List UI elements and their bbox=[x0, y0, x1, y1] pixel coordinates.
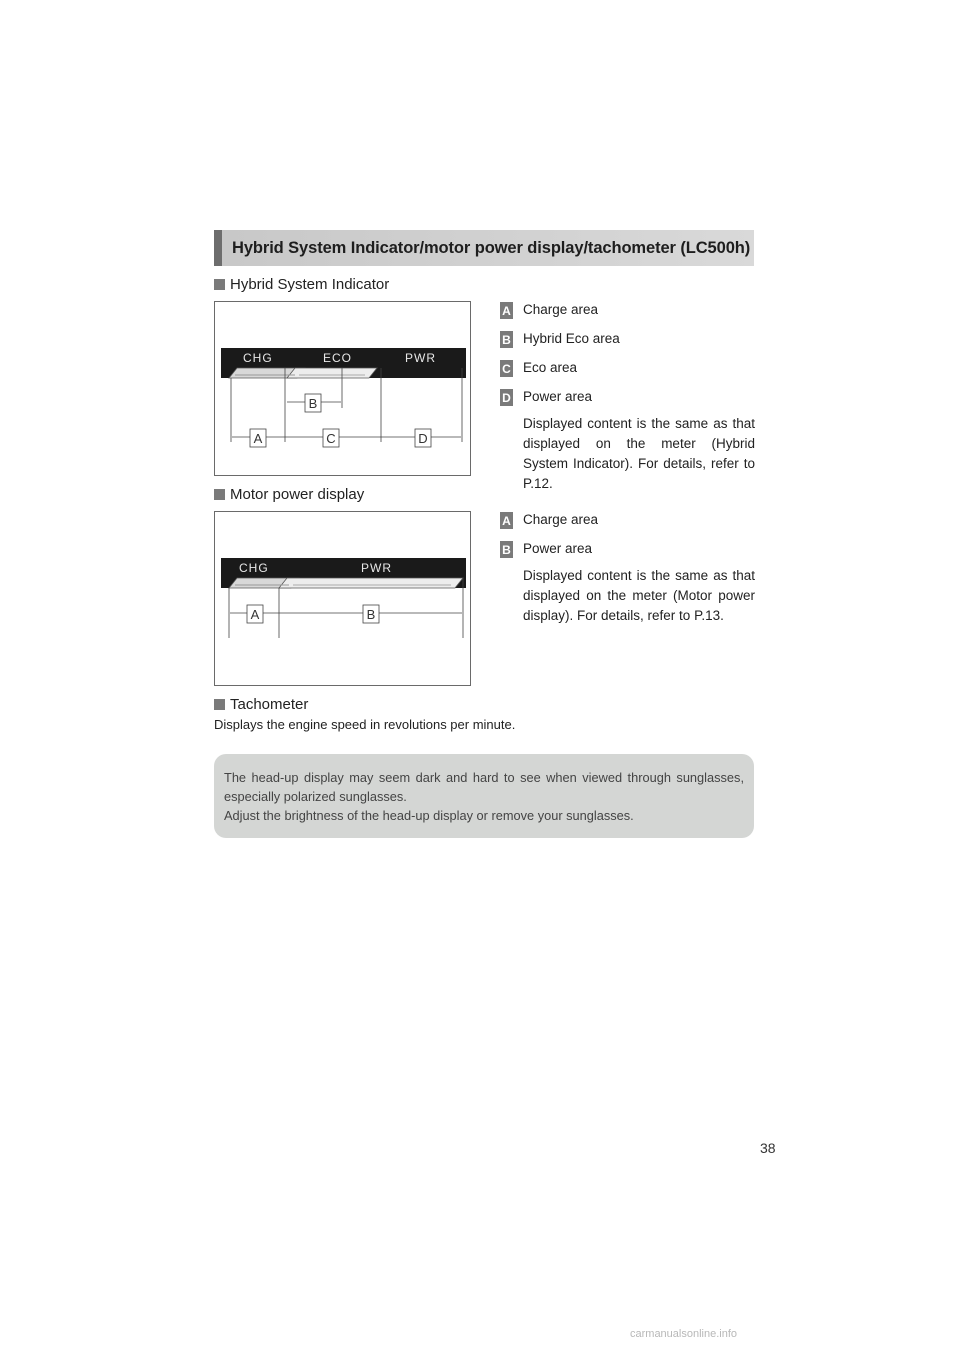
tachometer-description: Displays the engine speed in revolutions per minute. bbox=[214, 717, 516, 732]
motor-heading bbox=[214, 486, 364, 503]
hybrid-indicator-diagram bbox=[215, 302, 470, 475]
badge-d: D bbox=[500, 389, 513, 406]
callout-a: A bbox=[250, 607, 260, 622]
bar-label-pwr: PWR bbox=[361, 561, 392, 575]
label-eco-area: Eco area bbox=[523, 360, 578, 375]
watermark: carmanualsonline.info bbox=[630, 1328, 738, 1340]
page-number: 38 bbox=[760, 1140, 776, 1156]
label-power-area: Power area bbox=[523, 541, 593, 556]
bar-label-eco: ECO bbox=[323, 351, 353, 365]
notice-box bbox=[214, 754, 754, 838]
label-hybrid-eco-area: Hybrid Eco area bbox=[523, 331, 620, 346]
hybrid-indicator-figure bbox=[214, 301, 471, 476]
callout-a: A bbox=[253, 431, 263, 446]
hybrid-note: Displayed content is the same as that displayed on the meter (Hybrid System Indicator). For details, refer to P.12. bbox=[523, 416, 755, 491]
square-bullet-icon bbox=[214, 279, 225, 290]
callout-b: B bbox=[308, 396, 318, 411]
label-charge-area: Charge area bbox=[523, 302, 599, 317]
callout-b: B bbox=[366, 607, 376, 622]
motor-heading-text: Motor power display bbox=[230, 486, 365, 503]
motor-power-diagram bbox=[215, 512, 470, 685]
notice-line-1: The head-up display may seem dark and hard to see when viewed through sunglasses, especially polarized sunglasses. bbox=[224, 770, 744, 804]
tachometer-heading bbox=[214, 696, 308, 713]
tachometer-heading-text: Tachometer bbox=[230, 696, 309, 713]
bar-label-chg: CHG bbox=[243, 351, 273, 365]
section-title: Hybrid System Indicator/motor power display/tachometer (LC500h) bbox=[232, 238, 751, 257]
label-power-area: Power area bbox=[523, 389, 593, 404]
badge-a: A bbox=[500, 512, 513, 529]
label-charge-area: Charge area bbox=[523, 512, 599, 527]
badge-b: B bbox=[500, 541, 513, 558]
section-header bbox=[214, 230, 754, 266]
bar-label-pwr: PWR bbox=[405, 351, 436, 365]
callout-c: C bbox=[326, 431, 336, 446]
badge-b: B bbox=[500, 331, 513, 348]
motor-note: Displayed content is the same as that displayed on the meter (Motor power display). For details, refer to P.13. bbox=[523, 568, 755, 623]
hybrid-heading bbox=[214, 276, 389, 293]
motor-power-figure bbox=[214, 511, 471, 686]
badge-a: A bbox=[500, 302, 513, 319]
hybrid-heading-text: Hybrid System Indicator bbox=[230, 276, 390, 293]
square-bullet-icon bbox=[214, 699, 225, 710]
notice-line-2: Adjust the brightness of the head-up display or remove your sunglasses. bbox=[224, 808, 634, 823]
callout-d: D bbox=[418, 431, 428, 446]
square-bullet-icon bbox=[214, 489, 225, 500]
badge-c: C bbox=[500, 360, 513, 377]
bar-label-chg: CHG bbox=[239, 561, 269, 575]
